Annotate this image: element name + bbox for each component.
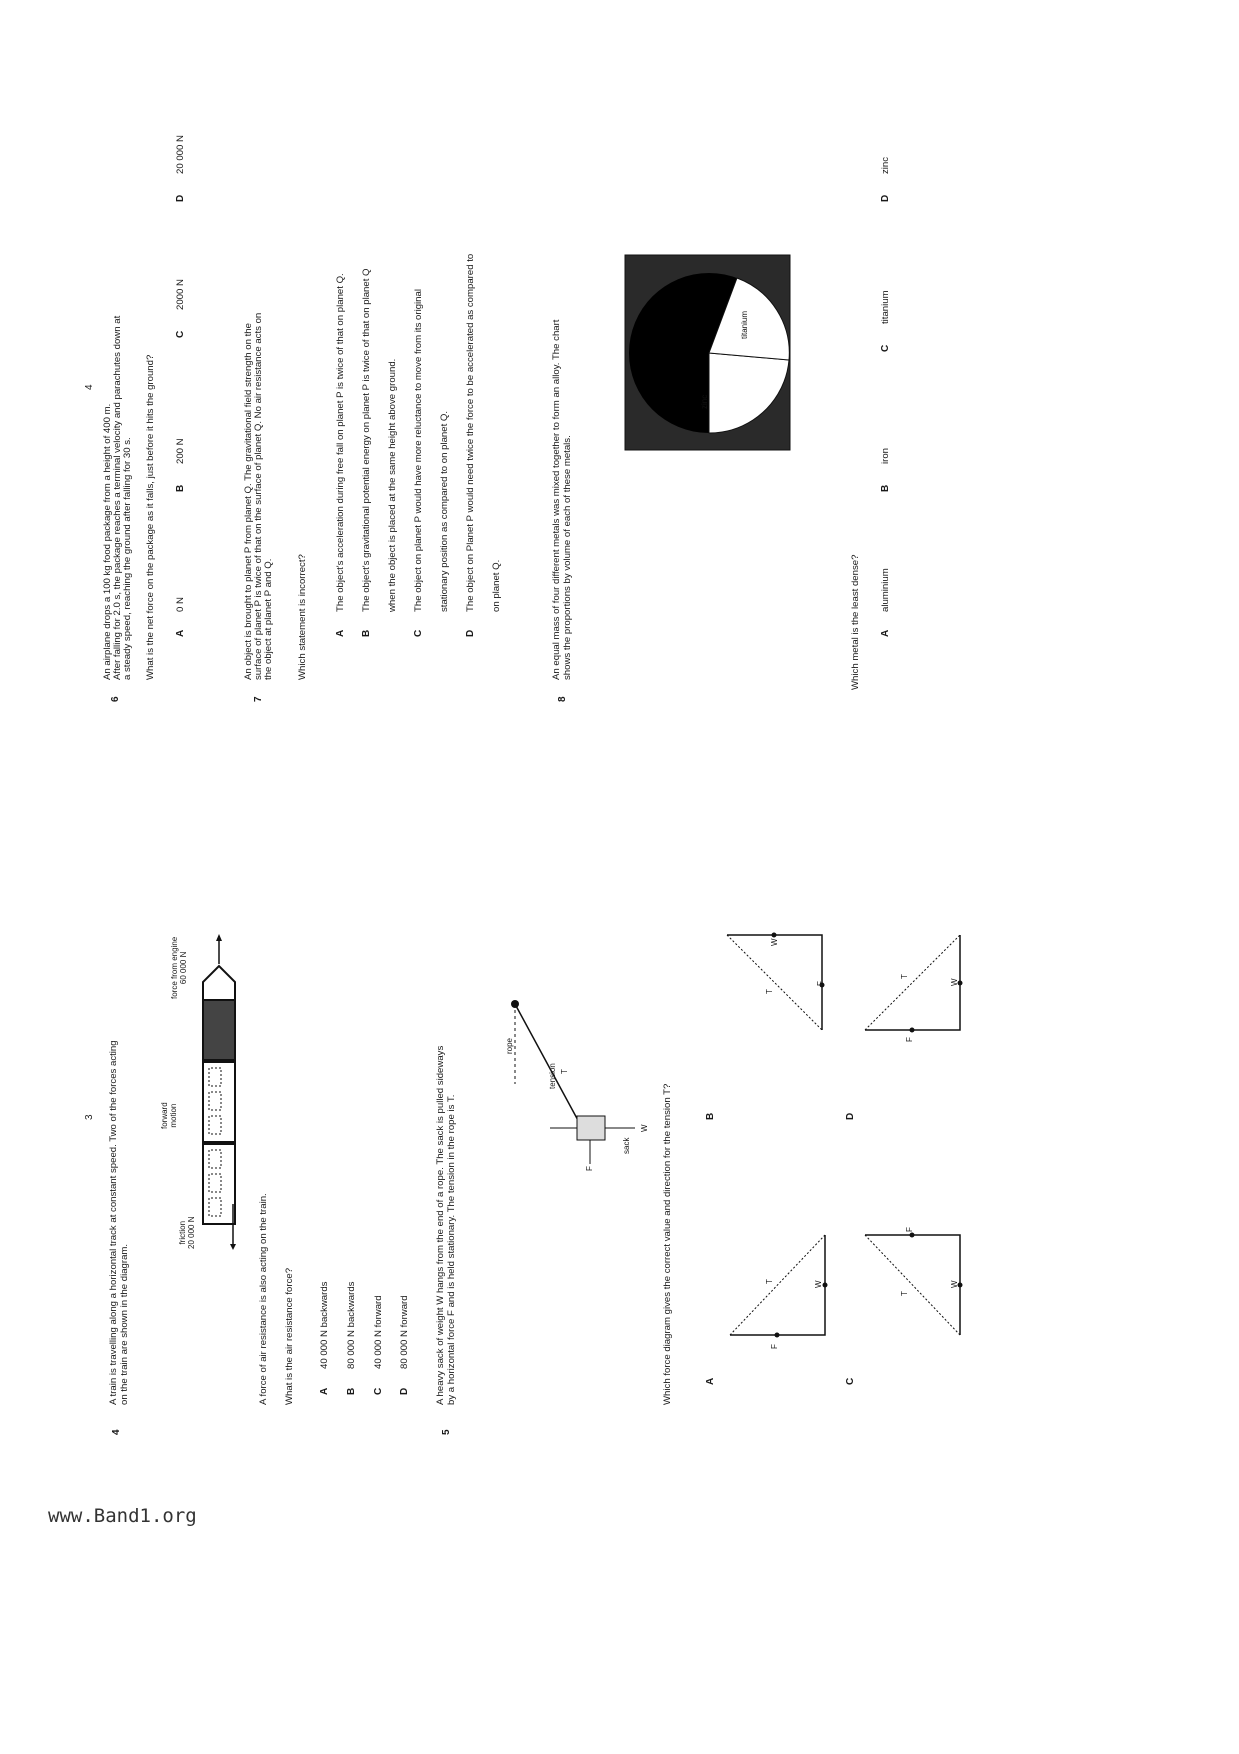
q7-option-d-letter[interactable]: D — [465, 629, 476, 637]
question-7-text-line: the object at planet P and Q. — [263, 558, 274, 680]
label-w: W — [770, 938, 779, 946]
q7-option-c-letter[interactable]: C — [413, 629, 424, 637]
question-8-prompt: Which metal is the least dense? — [850, 554, 861, 690]
friction-label — [178, 1217, 196, 1249]
q6-option-b[interactable]: 200 N — [175, 438, 186, 464]
q4-option-b-letter[interactable]: B — [346, 1387, 357, 1395]
q7-option-d[interactable]: The object on Planet P would need twice the force to be accelerated as compared to — [465, 253, 476, 612]
rope-label: rope — [505, 1037, 514, 1054]
q7-option-d-cont[interactable]: on planet Q. — [491, 559, 502, 612]
friction-value: 20 000 N — [187, 1216, 196, 1249]
q4-option-d[interactable]: 80 000 N forward — [399, 1295, 410, 1369]
q5-option-d-letter[interactable]: D — [845, 1112, 856, 1120]
label-t: T — [765, 989, 774, 994]
question-5-text-line: by a horizontal force F and is held stationary. The tension in the rope is T. — [446, 1094, 457, 1405]
label-f: F — [905, 1037, 914, 1042]
q8-option-a[interactable]: aluminium — [880, 568, 891, 612]
tension-label: tension — [548, 1063, 557, 1089]
q6-option-a-letter[interactable]: A — [175, 629, 186, 637]
question-6-text-line: After falling for 2.0 s, the package reaches a terminal velocity and parachutes down at — [112, 315, 123, 680]
label-f: F — [770, 1344, 779, 1349]
question-6-text-line: a steady speed, reaching the ground after falling for 30 s. — [122, 437, 133, 680]
q7-option-a[interactable]: The object's acceleration during free fall on planet P is twice of that on planet Q. — [335, 273, 346, 612]
question-6-text-line: An airplane drops a 100 kg food package from a height of 400 m. — [102, 403, 113, 680]
q5-option-b-letter[interactable]: B — [705, 1112, 716, 1120]
question-6-number: 6 — [110, 696, 121, 702]
page-number-left: 3 — [84, 1114, 95, 1120]
q6-option-c[interactable]: 2000 N — [175, 279, 186, 310]
label-f: F — [816, 981, 825, 986]
question-8-text-line: shows the proportions by volume of each of these metals. — [562, 435, 573, 680]
alloy-pie-chart — [625, 255, 790, 450]
q7-option-c[interactable]: The object on planet P would have more reluctance to move from its original — [413, 289, 424, 612]
label-w: W — [814, 1280, 823, 1288]
engine-value: 60 000 N — [179, 951, 188, 985]
q6-option-a[interactable]: 0 N — [175, 597, 186, 612]
tension-t-label: T — [560, 1069, 569, 1074]
sack-label: sack — [622, 1137, 631, 1154]
question-4-number: 4 — [111, 1429, 122, 1435]
q6-option-d[interactable]: 20 000 N — [175, 135, 186, 174]
question-4-prompt: What is the air resistance force? — [284, 1267, 295, 1405]
force-f-label: F — [585, 1166, 594, 1171]
question-5-text-line: A heavy sack of weight W hangs from the end of a rope. The sack is pulled sideways — [435, 1045, 446, 1405]
q6-option-c-letter[interactable]: C — [175, 330, 186, 338]
sack-diagram — [495, 994, 645, 1154]
question-6-prompt: What is the net force on the package as it falls, just before it hits the ground? — [145, 354, 156, 680]
label-t: T — [765, 1279, 774, 1284]
train-diagram — [195, 934, 250, 1254]
motion-label — [160, 1102, 178, 1129]
label-f: F — [905, 1227, 914, 1232]
q8-option-c-letter[interactable]: C — [880, 344, 891, 352]
q8-option-b-letter[interactable]: B — [880, 484, 891, 492]
q6-option-b-letter[interactable]: B — [175, 484, 186, 492]
question-7-number: 7 — [253, 696, 264, 702]
question-5-number: 5 — [441, 1429, 452, 1435]
q7-option-a-letter[interactable]: A — [335, 629, 346, 637]
weight-w-label: W — [640, 1124, 649, 1132]
motion-label-text: forward — [160, 1102, 169, 1129]
question-7-prompt: Which statement is incorrect? — [297, 554, 308, 680]
pie-label-titanium: titanium — [740, 310, 749, 339]
question-8-text-line: An equal mass of four different metals was mixed together to form an alloy. The chart — [551, 319, 562, 680]
question-4-statement: A force of air resistance is also acting on the train. — [258, 1193, 269, 1405]
q4-option-a-letter[interactable]: A — [319, 1387, 330, 1395]
engine-force-label — [170, 937, 188, 999]
question-5-prompt: Which force diagram gives the correct value and direction for the tension T? — [662, 1083, 673, 1405]
q7-option-b[interactable]: The object's gravitational potential energy on planet P is twice of that on planet Q — [361, 268, 372, 612]
q8-option-d-letter[interactable]: D — [880, 194, 891, 202]
q5-option-c-letter[interactable]: C — [845, 1377, 856, 1385]
question-8-number: 8 — [557, 696, 568, 702]
q8-option-b[interactable]: iron — [880, 448, 891, 464]
question-4-text-line: on the train are shown in the diagram. — [119, 1243, 130, 1405]
q6-option-d-letter[interactable]: D — [175, 194, 186, 202]
engine-label-text: force from engine — [170, 936, 179, 999]
q7-option-b-letter[interactable]: B — [361, 629, 372, 637]
q7-option-b-cont[interactable]: when the object is placed at the same height above ground. — [387, 358, 398, 612]
q4-option-c-letter[interactable]: C — [373, 1387, 384, 1395]
q5-option-b-diagram[interactable] — [722, 935, 827, 1030]
q4-option-b[interactable]: 80 000 N backwards — [346, 1281, 357, 1369]
q8-option-c[interactable]: titanium — [880, 290, 891, 324]
q8-option-d[interactable]: zinc — [880, 156, 891, 174]
label-w: W — [950, 1280, 959, 1288]
page-number-right: 4 — [84, 384, 95, 390]
q7-option-c-cont[interactable]: stationary position as compared to on planet Q. — [439, 410, 450, 612]
q4-option-c[interactable]: 40 000 N forward — [373, 1295, 384, 1369]
q4-option-a[interactable]: 40 000 N backwards — [319, 1281, 330, 1369]
question-7-text-line: surface of planet P is twice of that on the surface of planet Q. No air resistance acts on — [253, 312, 264, 680]
motion-sub-text: motion — [169, 1103, 178, 1128]
q5-option-a-letter[interactable]: A — [705, 1377, 716, 1385]
watermark: www.Band1.org — [48, 1505, 197, 1527]
question-4-text-line: A train is travelling along a horizontal track at constant speed. Two of the forces acting — [108, 1040, 119, 1405]
label-t: T — [900, 974, 909, 979]
friction-label-text: friction — [178, 1220, 187, 1245]
q8-option-a-letter[interactable]: A — [880, 629, 891, 637]
pie-label-zinc: zinc — [700, 394, 709, 409]
question-7-text-line: An object is brought to planet P from planet Q. The gravitational field strength on the — [243, 323, 254, 680]
label-t: T — [900, 1291, 909, 1296]
label-w: W — [950, 978, 959, 986]
q4-option-d-letter[interactable]: D — [399, 1387, 410, 1395]
